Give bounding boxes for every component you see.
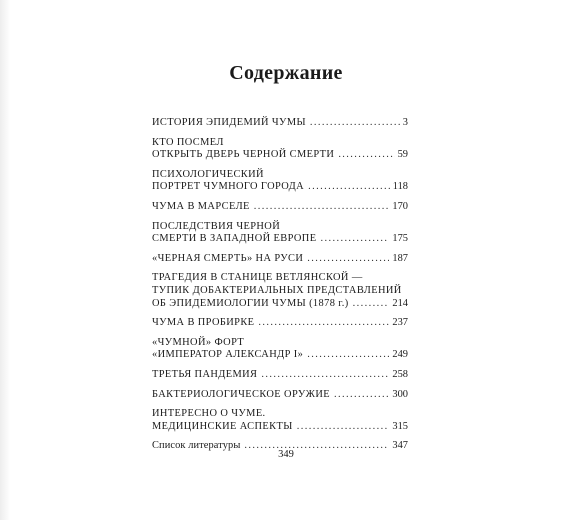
toc-entry-title: ЧУМА В ПРОБИРКЕ <box>152 317 255 329</box>
toc-entry-line <box>152 201 408 214</box>
toc-entry-title: ТРЕТЬЯ ПАНДЕМИЯ <box>152 368 258 380</box>
toc-entry-line <box>152 389 408 402</box>
toc-dot-leader <box>261 369 389 382</box>
toc-page-number: 3 <box>402 117 408 128</box>
toc-entry-line <box>152 117 408 130</box>
toc-entry-line <box>152 369 408 382</box>
toc-page-number: 347 <box>392 440 408 452</box>
toc-entry-line <box>152 298 408 311</box>
toc-entry-title: ОБ ЭПИДЕМИОЛОГИИ ЧУМЫ (1878 г.) <box>152 297 349 309</box>
toc-page-number: 249 <box>392 349 408 361</box>
toc-entry-title: ПСИХОЛОГИЧЕСКИЙ <box>152 168 264 180</box>
toc-entry-line <box>152 253 408 266</box>
toc-entry <box>152 408 408 433</box>
toc-dot-leader <box>334 389 389 402</box>
toc-dot-leader <box>320 233 389 246</box>
toc-page-number: 118 <box>392 181 408 193</box>
toc-entry <box>152 317 408 330</box>
toc-entry <box>152 201 408 214</box>
toc-entry-line <box>152 233 408 246</box>
toc-entry <box>152 389 408 402</box>
toc-entry-line <box>152 421 408 434</box>
toc-entry <box>152 221 408 246</box>
toc-entry-line <box>152 181 408 194</box>
toc-entry-line <box>152 349 408 362</box>
toc-dot-leader <box>254 201 390 214</box>
toc-page-number: 187 <box>392 252 408 264</box>
toc-dot-leader <box>307 253 389 266</box>
toc-page-number: 258 <box>392 368 408 380</box>
toc-page-number: 214 <box>392 297 408 309</box>
toc-page-number: 237 <box>392 317 408 329</box>
toc-entry-title: МЕДИЦИНСКИЕ АСПЕКТЫ <box>152 420 293 432</box>
toc-entry <box>152 169 408 194</box>
toc-dot-leader <box>353 298 390 311</box>
table-of-contents <box>152 117 408 460</box>
toc-entry <box>152 369 408 382</box>
toc-entry <box>152 117 408 130</box>
toc-entry-title: ИНТЕРЕСНО О ЧУМЕ. <box>152 408 266 420</box>
toc-dot-leader <box>258 317 389 330</box>
toc-dot-leader <box>307 349 389 362</box>
toc-entry-line <box>152 149 408 162</box>
toc-entry-title: «ЧУМНОЙ» ФОРТ <box>152 336 245 348</box>
toc-entry <box>152 337 408 362</box>
toc-entry-title: КТО ПОСМЕЛ <box>152 136 224 148</box>
toc-entry <box>152 253 408 266</box>
toc-dot-leader <box>297 421 390 434</box>
toc-entry-title: ОТКРЫТЬ ДВЕРЬ ЧЕРНОЙ СМЕРТИ <box>152 149 335 161</box>
toc-entry-title: ТРАГЕДИЯ В СТАНИЦЕ ВЕТЛЯНСКОЙ — <box>152 272 363 284</box>
toc-entry <box>152 272 408 310</box>
toc-dot-leader <box>308 181 390 194</box>
toc-dot-leader <box>338 149 394 162</box>
toc-entry-title: ИСТОРИЯ ЭПИДЕМИЙ ЧУМЫ <box>152 117 306 128</box>
toc-entry-title: «ЧЕРНАЯ СМЕРТЬ» НА РУСИ <box>152 252 304 264</box>
toc-page-number: 315 <box>392 420 408 432</box>
page-number: 349 <box>278 449 294 460</box>
toc-entry-title: «ИМПЕРАТОР АЛЕКСАНДР I» <box>152 349 304 361</box>
toc-entry-title: ТУПИК ДОБАКТЕРИАЛЬНЫХ ПРЕДСТАВЛЕНИЙ <box>152 284 402 296</box>
toc-entry-line <box>152 317 408 330</box>
toc-page-number: 59 <box>397 149 408 161</box>
toc-entry-title: БАКТЕРИОЛОГИЧЕСКОЕ ОРУЖИЕ <box>152 388 330 400</box>
toc-entry <box>152 137 408 162</box>
toc-page-number: 175 <box>392 233 408 245</box>
toc-dot-leader <box>310 117 400 130</box>
toc-entry-title: ПОРТРЕТ ЧУМНОГО ГОРОДА <box>152 181 305 193</box>
toc-entry-title: Список литературы <box>152 440 241 452</box>
page-title: Содержание <box>229 62 343 84</box>
toc-page-number: 170 <box>392 200 408 212</box>
toc-entry-title: ЧУМА В МАРСЕЛЕ <box>152 200 250 212</box>
toc-entry-title: ПОСЛЕДСТВИЯ ЧЕРНОЙ <box>152 220 281 232</box>
toc-entry-title: СМЕРТИ В ЗАПАДНОЙ ЕВРОПЕ <box>152 233 317 245</box>
toc-page-number: 300 <box>392 388 408 400</box>
